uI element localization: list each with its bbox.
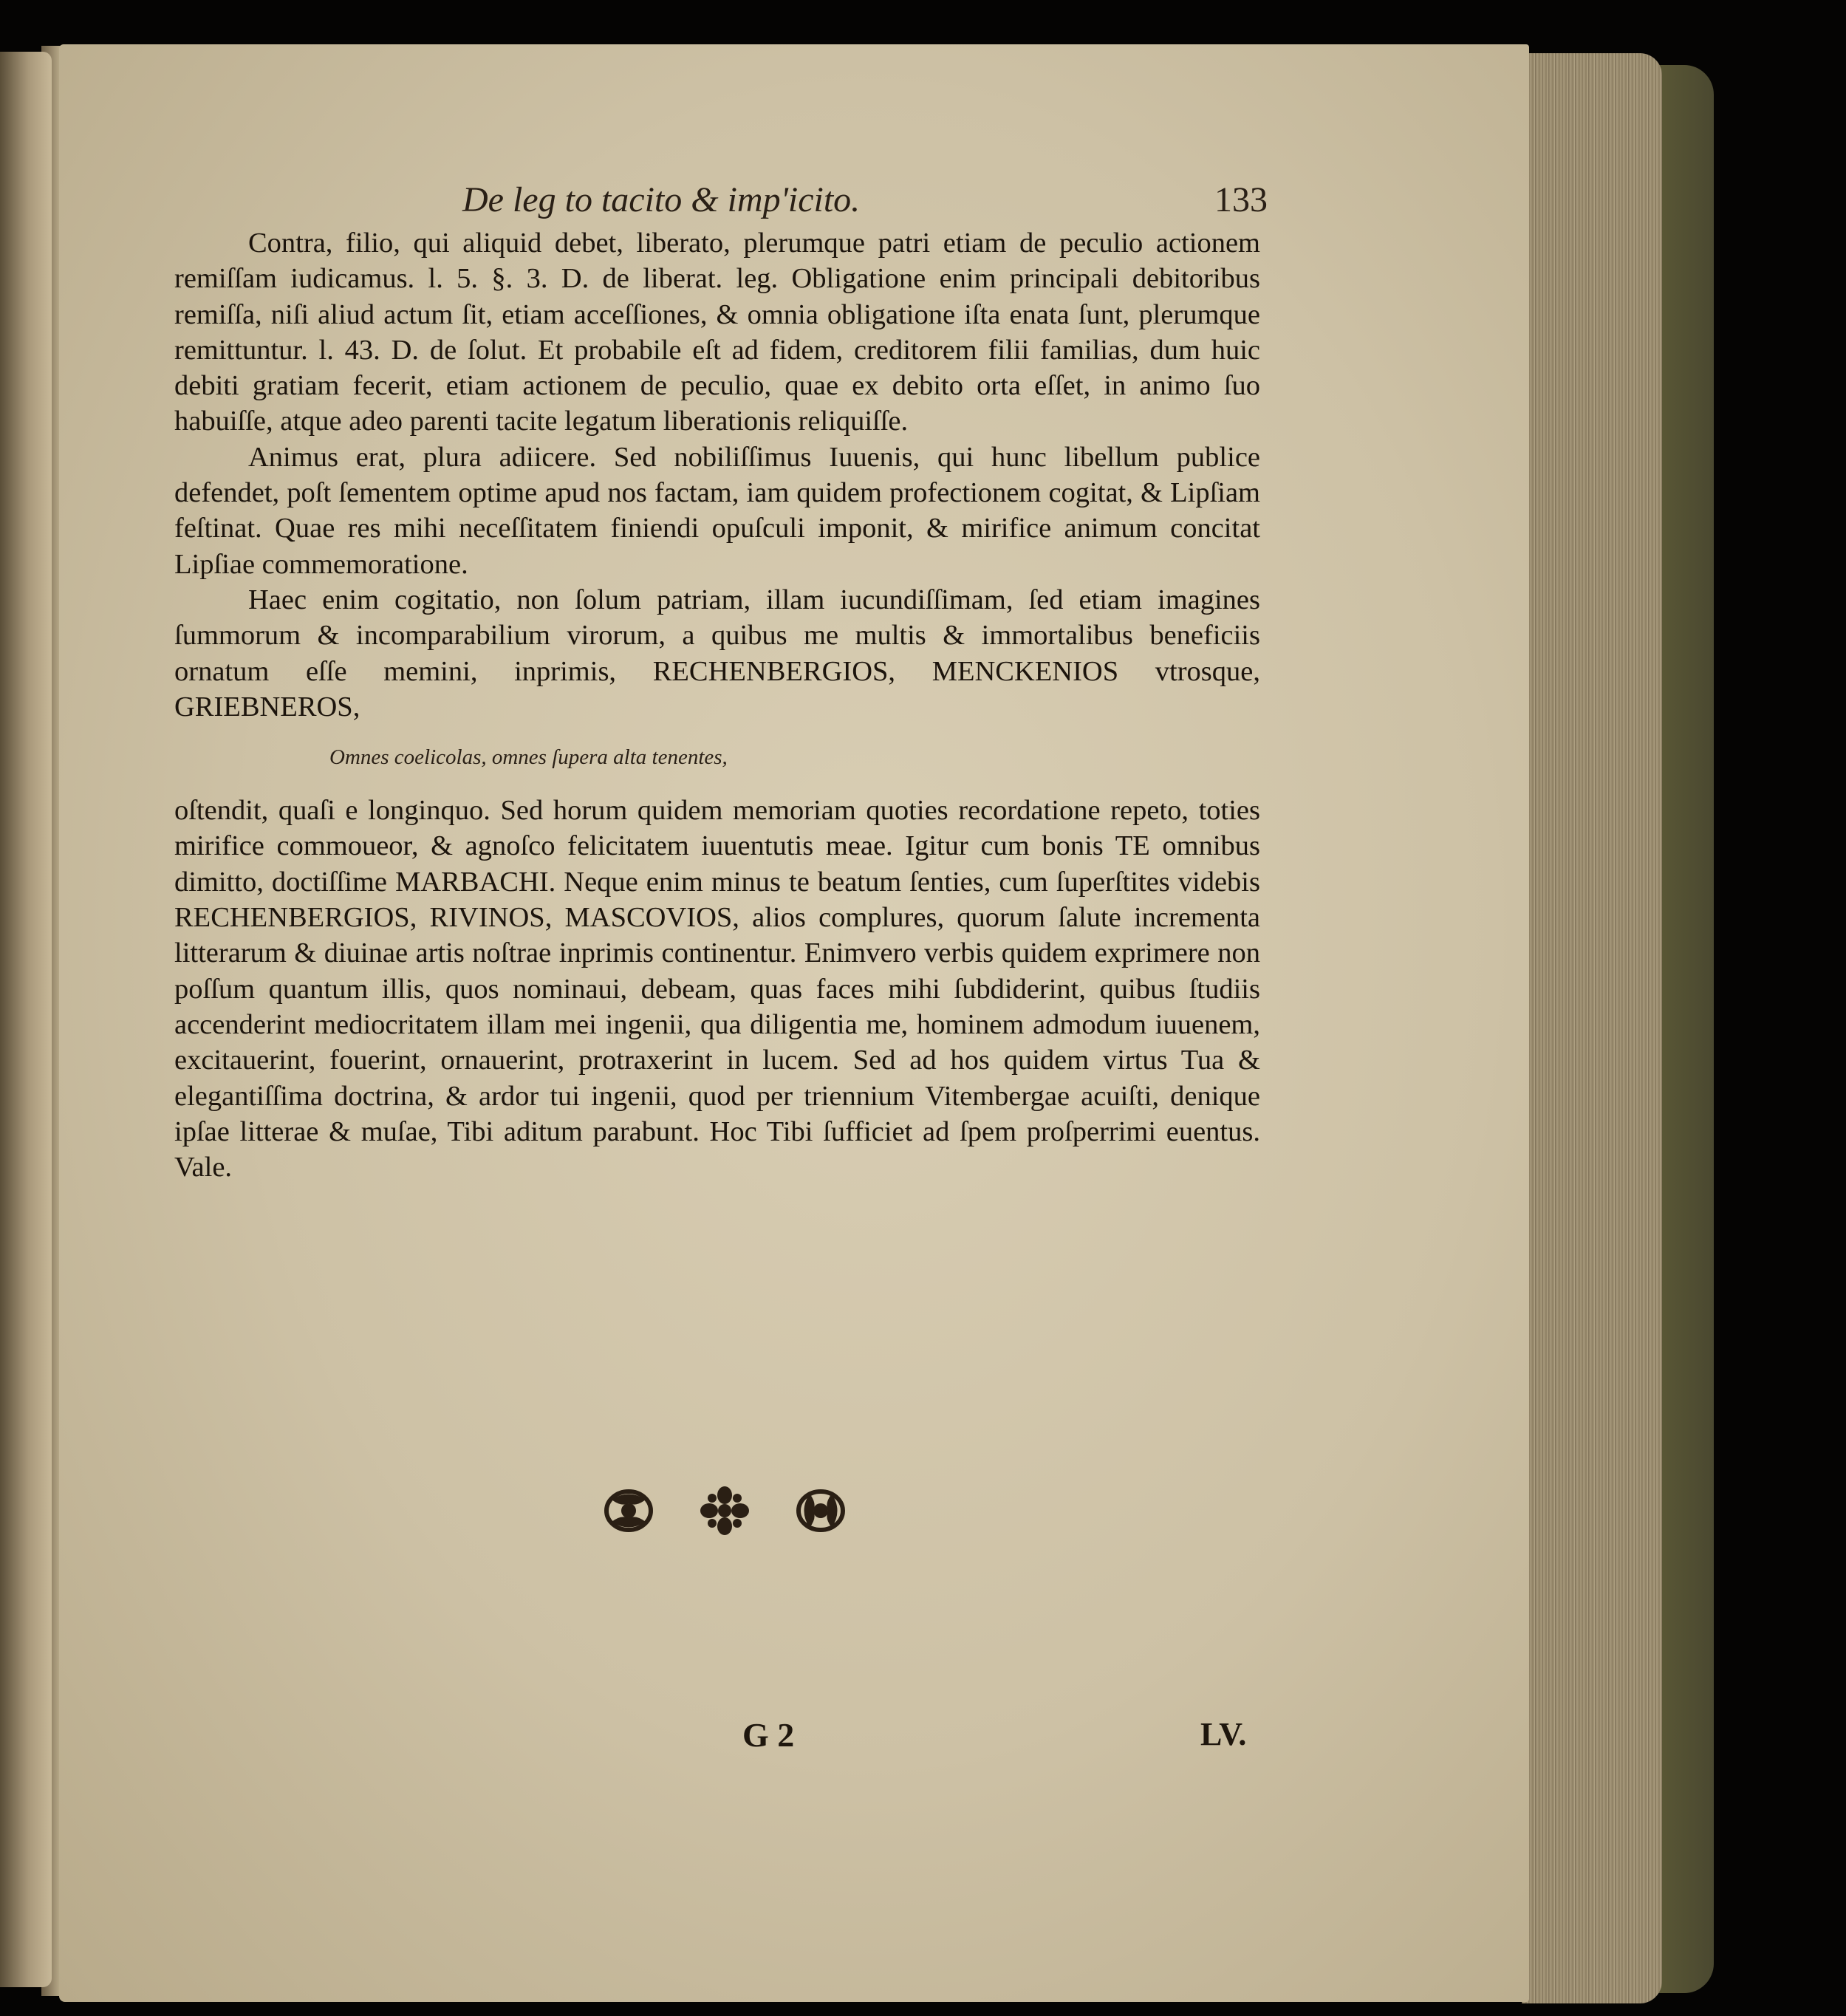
running-head-title: De leg to tacito & imp'icito. (462, 180, 861, 219)
fleuron-icon (603, 1485, 654, 1537)
running-head (174, 174, 1268, 225)
paragraph-final: oſtendit, quaſi e longinquo. Sed horum quidem memoriam quoties recordatione repeto, toties mirifice commoueor, & agnoſco felicitatem iuuentutis meae. Igitur cum bonis TE omnibus dimitto, doctiſſime MARBACHI. Neque enim minus te beatum ſenties, cum ſuperſtites videbis RECHENBERGIOS, RIVINOS, MASCOVIOS, alios complures, quorum ſalute incrementa litterarum & diuinae artis noſtrae inprimis continentur. Enimvero verbis quidem exprimere non poſſum quantum illis, quos nominaui, debeam, quas faces mihi ſubdiderint, quibus ſtudiis accenderint mediocritatem illam mei ingenii, qua diligentia me, hominem admodum iuuenem, excitauerint, fouerint, ornauerint, protraxerint in lucem. Sed ad hos quidem virtus Tua & elegantiſſima doctrina, & ardor tui ingenii, quod per triennium Vitembergae acuiſti, denique ipſae litterae & muſae, Tibi aditum parabunt. Hoc Tibi ſufficiet ad ſpem proſperrimi euentus. Vale. (174, 795, 1260, 1183)
page-number: 133 (1214, 180, 1268, 219)
paragraph-3: Haec enim cogitatio, non ſolum patriam, illam iucundiſſimam, ſed etiam imagines ſummorum & incomparabilium virorum, a quibus me multis & immortalibus beneficiis ornatum eſſe memini, inprimis, RECHENBERGIOS, MENCKENIOS vtrosque, GRIEBNEROS, (174, 584, 1260, 722)
catchword: LV. (1200, 1716, 1247, 1752)
text-block (174, 174, 1268, 1185)
fleuron-icon (795, 1485, 847, 1537)
verse-quote: Omnes coelicolas, omnes ſupera alta tenentes, (329, 745, 728, 770)
paragraph-1: Contra, filio, qui aliquid debet, liberato, plerumque patri etiam de peculio actionem remiſſam iudicamus. l. 5. §. 3. D. de liberat. leg. Obligatione enim principali debitoribus remiſſa, niſi aliud actum ſit, etiam acceſſiones, & omnia obligatione iſta enata ſunt, plerumque remittuntur. l. 43. D. de ſolut. Et probabile eſt ad fidem, creditorem filii familias, dum huic debiti gratiam fecerit, etiam actionem de peculio, quae ex debito orta eſſet, in animo ſuo habuiſſe, atque adeo parenti tacite legatum liberationis reliquiſſe. (174, 228, 1260, 437)
fleuron-icon (699, 1485, 751, 1537)
page-fore-edges (1522, 53, 1662, 2003)
signature-mark: G 2 (742, 1716, 795, 1754)
left-page-edge (0, 52, 52, 1987)
ornament-row (603, 1485, 847, 1537)
paragraph-2: Animus erat, plura adiicere. Sed nobiliſſimus Iuuenis, qui hunc libellum publice defendet, poſt ſementem optime apud nos factam, iam quidem profectionem cogitat, & Lipſiam feſtinat. Quae res mihi neceſſitatem finiendi opuſculi imponit, & mirifice animum concitat Lipſiae commemoratione. (174, 441, 1260, 580)
